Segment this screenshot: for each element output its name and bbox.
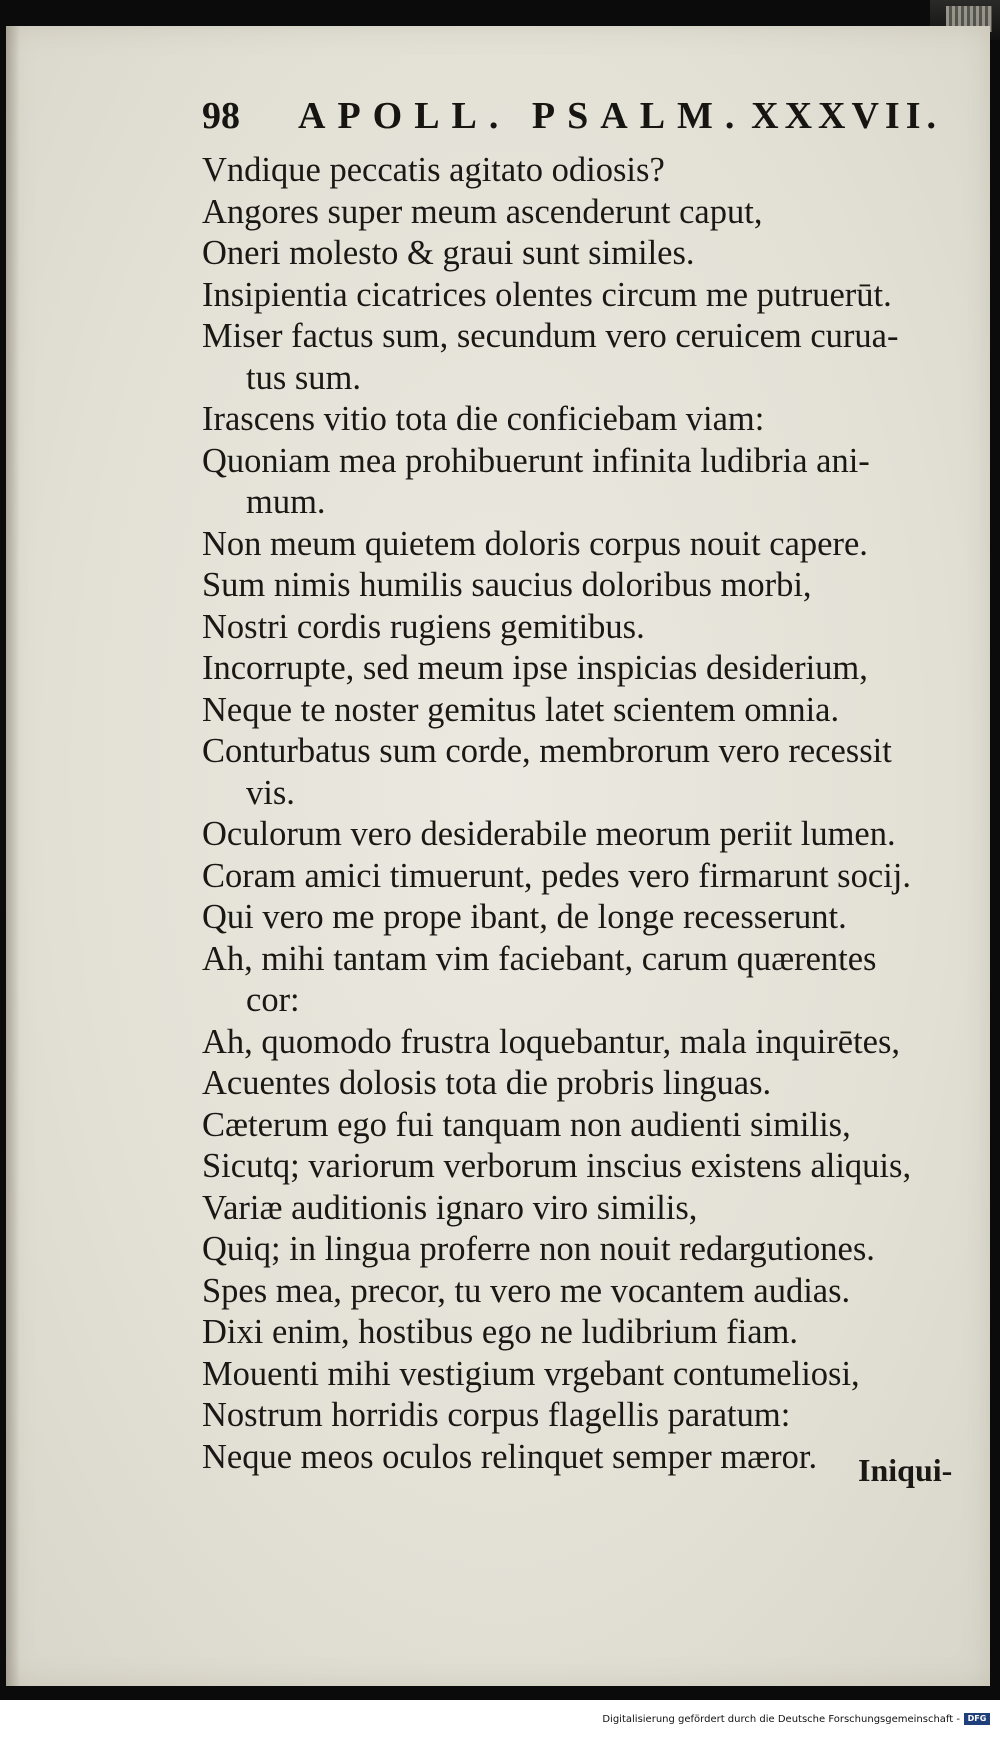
text-line: Insipientia cicatrices olentes circum me putruerūt. (202, 275, 892, 314)
text-line: Irascens vitio tota die conficiebam viam: (202, 400, 765, 438)
text-line: Qui vero me prope ibant, de longe recesserunt. (202, 898, 847, 936)
page-header (202, 94, 942, 144)
text-line: Non meum quietem doloris corpus nouit capere. (202, 524, 868, 563)
book-page (6, 26, 990, 1686)
text-line: Quiq; in lingua proferre non nouit redargutiones. (202, 1230, 875, 1268)
text-line: Miser factus sum, secundum vero ceruicem curua- (202, 317, 899, 355)
dfg-logo: DFG (964, 1713, 990, 1725)
text-line: Incorrupte, sed meum ipse inspicias desiderium, (202, 649, 868, 687)
psalm-text (202, 150, 992, 1478)
text-line: Nostrum horridis corpus flagellis paratum: (202, 1396, 791, 1434)
catchword: Iniqui- (858, 1452, 953, 1488)
text-line: Neque te noster gemitus latet scientem omnia. (202, 690, 840, 729)
text-line: Mouenti mihi vestigium vrgebant contumeliosi, (202, 1354, 860, 1393)
text-line: Spes mea, precor, tu vero me vocantem audias. (202, 1271, 851, 1310)
text-line: Conturbatus sum corde, membrorum vero recessit (202, 732, 892, 770)
text-line: Acuentes dolosis tota die probris linguas. (202, 1064, 772, 1102)
text-line: cor: (246, 981, 300, 1019)
text-line: Cæterum ego fui tanquam non audienti similis, (202, 1105, 851, 1144)
text-line: mum. (246, 483, 326, 521)
text-line: tus sum. (246, 358, 362, 397)
funding-credit: Digitalisierung gefördert durch die Deutsche Forschungsgemeinschaft - (602, 1714, 960, 1725)
text-line: Angores super meum ascenderunt caput, (202, 192, 763, 231)
text-line: Oculorum vero desiderabile meorum periit lumen. (202, 815, 896, 853)
folio-number: 98 (202, 95, 240, 137)
text-line: Ah, quomodo frustra loquebantur, mala inquirētes, (202, 1022, 901, 1061)
text-line: Oneri molesto & graui sunt similes. (202, 234, 695, 272)
text-line: Sicutq; variorum verborum inscius existens aliquis, (202, 1147, 912, 1185)
text-line: Coram amici timuerunt, pedes vero firmarunt socij. (202, 856, 911, 895)
psalm-number: XXXVII. (751, 95, 942, 137)
text-line: Variæ auditionis ignaro viro similis, (202, 1188, 698, 1227)
digitization-footer (0, 1700, 1000, 1740)
text-line: Vndique peccatis agitato odiosis? (202, 151, 665, 189)
text-line: Nostri cordis rugiens gemitibus. (202, 607, 645, 646)
text-line: Ah, mihi tantam vim faciebant, carum quærentes (202, 939, 877, 978)
text-line: Neque meos oculos relinquet semper mæror. (202, 1437, 818, 1476)
text-line: Sum nimis humilis saucius doloribus morbi, (202, 566, 812, 604)
text-line: Dixi enim, hostibus ego ne ludibrium fiam. (202, 1313, 799, 1351)
text-line: vis. (246, 773, 295, 812)
text-line: Quoniam mea prohibuerunt infinita ludibria ani- (202, 441, 870, 480)
running-head: APOLL. PSALM. (298, 95, 747, 137)
